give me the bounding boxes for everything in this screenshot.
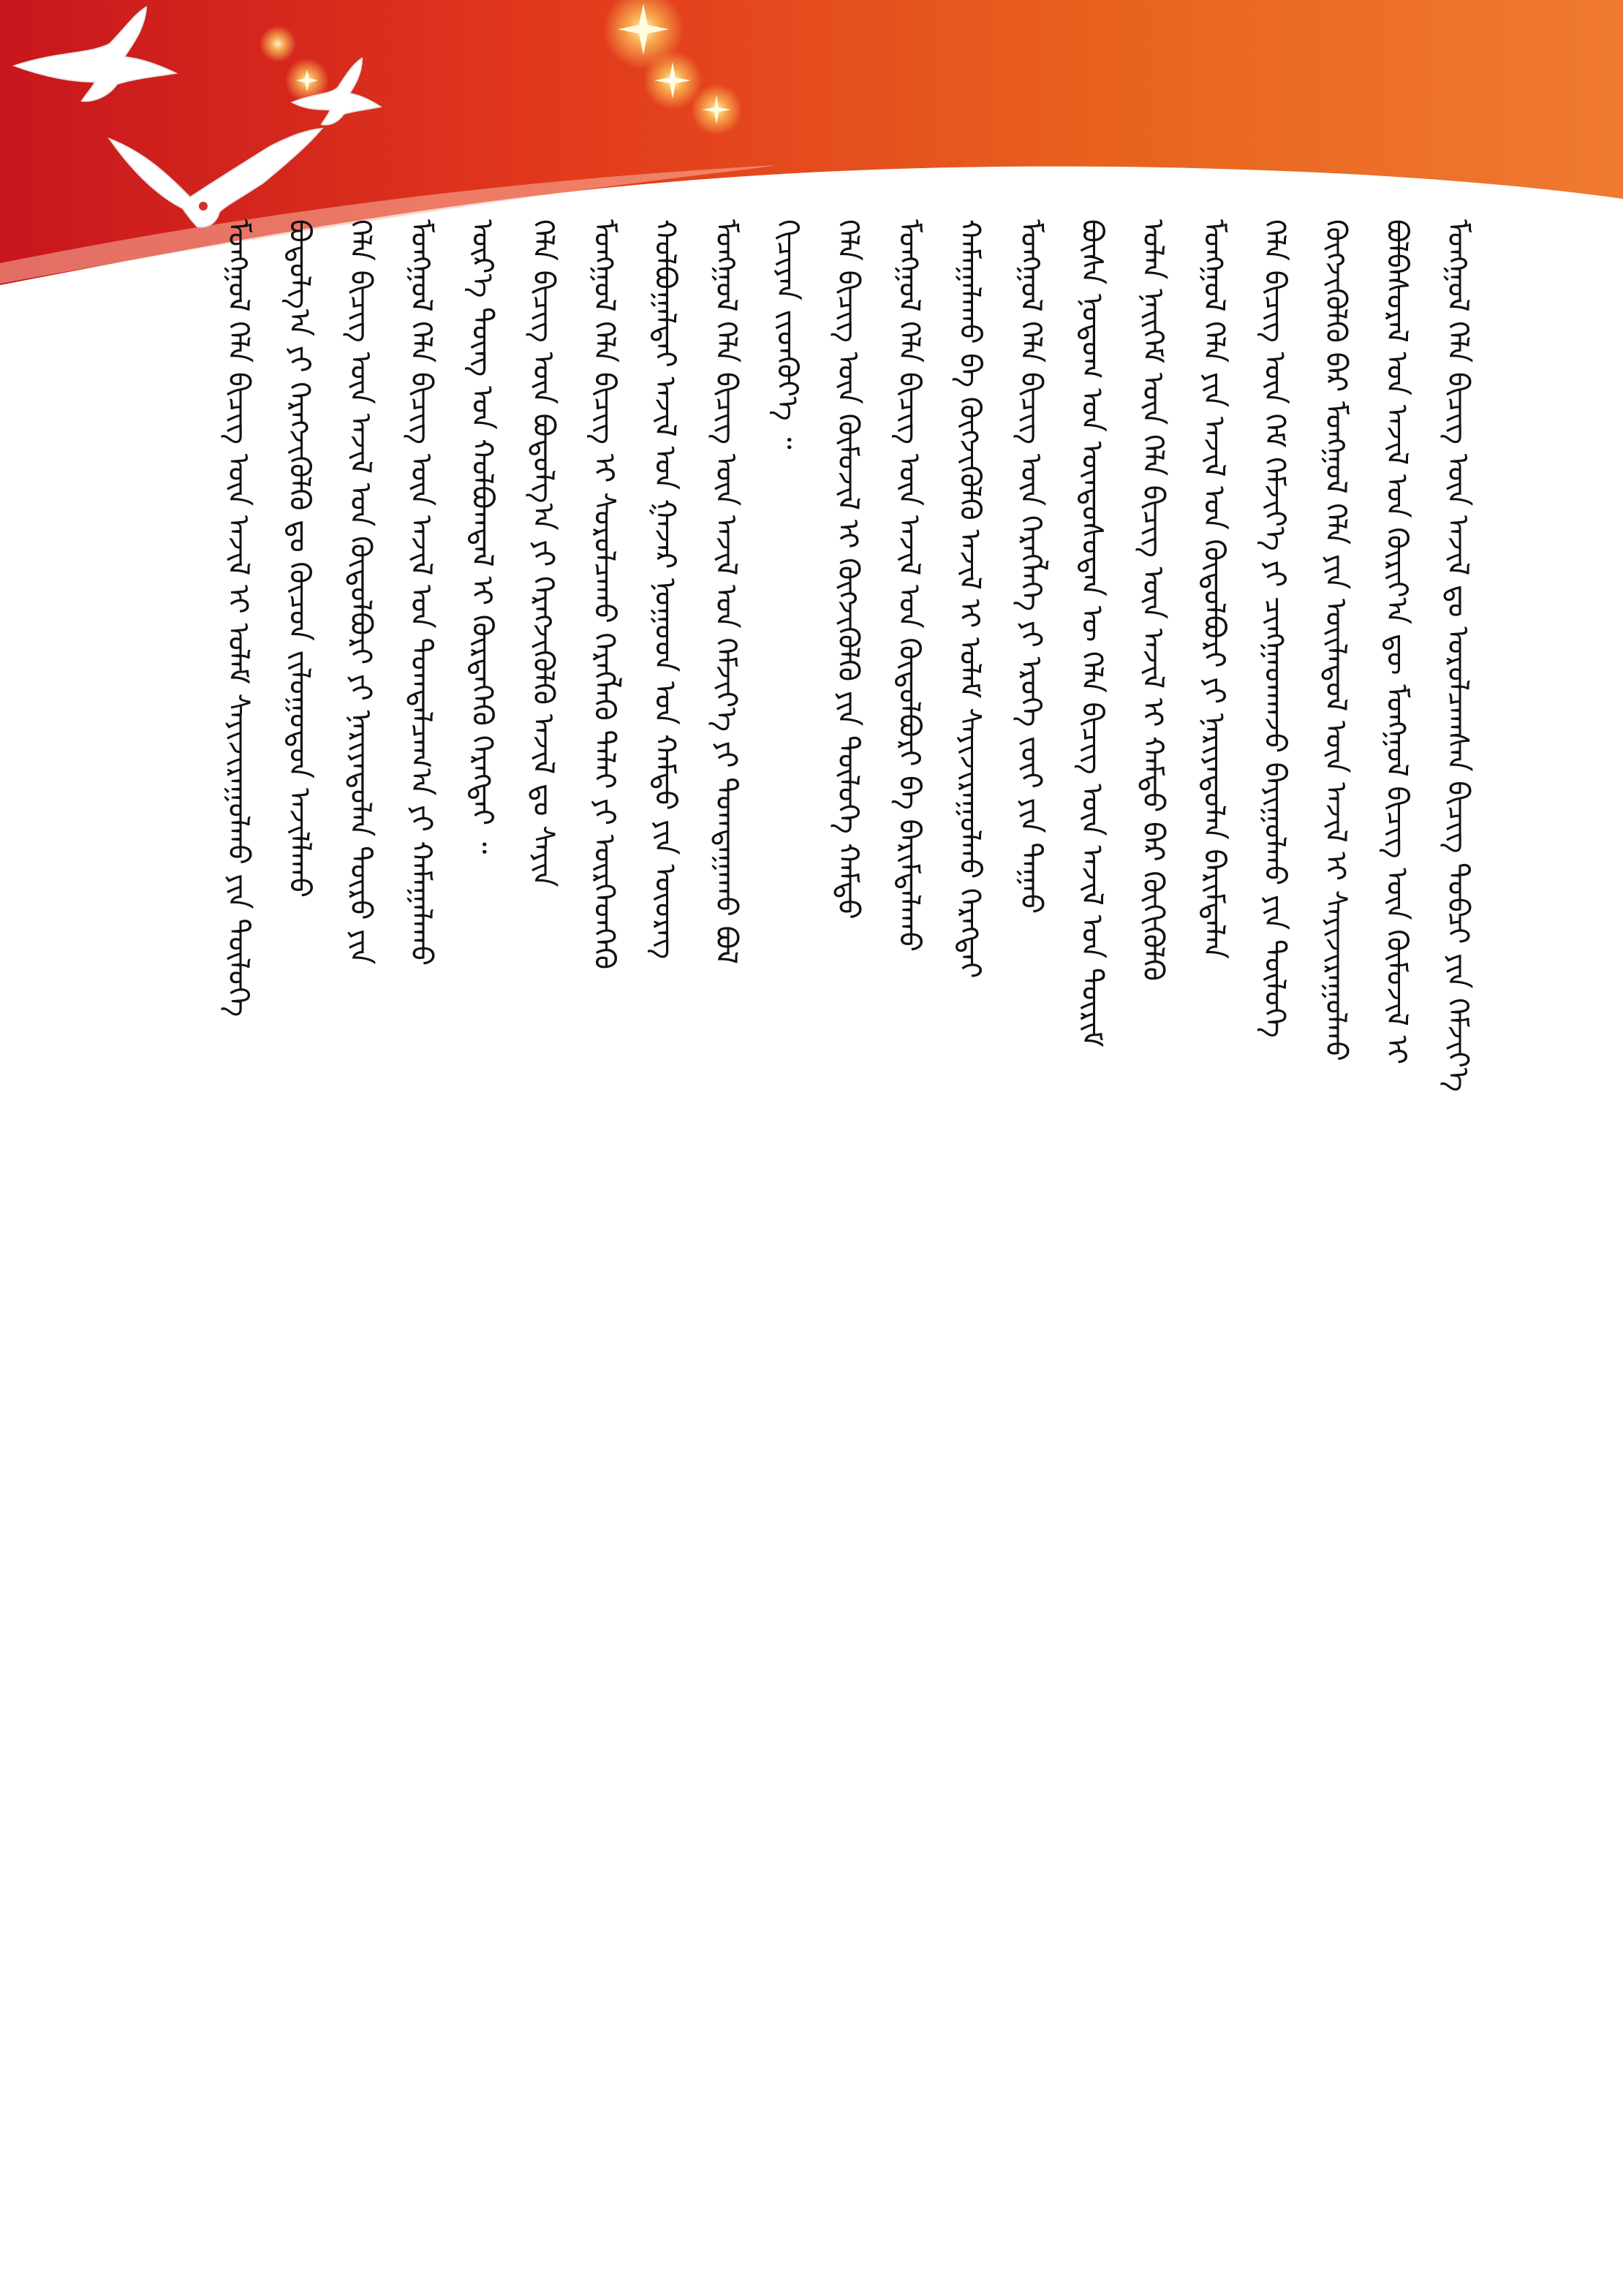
text-column: ᠪᠣᠯᠪᠠᠰᠤᠷᠠᠯ ᠤᠨ ᠠᠵᠢᠯ ᠤᠨ ᠬᠦᠷᠢᠶ᠎ᠡᠨ ᠳᠦ ᠮᠣᠩᠭᠣᠯ ᠪᠢᠴᠢᠭ ᠦᠨ ᠬᠦᠮᠦᠵᠢᠯ ᠢ <box>1380 219 1414 1065</box>
text-column: ᠬᠡᠯᠡ ᠪᠢᠴᠢᠭ ᠦᠨ ᠬᠦᠮᠦᠵᠢᠯ ᠢ ᠬᠥᠭᠵᠢᠭᠦᠯᠬᠦ ᠶᠢᠨ ᠲᠥᠯᠥᠭᠡ ᠬᠠᠮᠲᠤ <box>831 219 865 920</box>
text-column: ᠬᠡᠯᠡ ᠪᠢᠴᠢᠭ ᠦᠨ ᠬᠡᠮ ᠬᠡᠮᠵᠢᠶ᠎ᠡ ᠶᠢ ᠴᠢᠩᠭᠠᠳᠬᠠᠵᠤ ᠪᠠᠶᠢᠭᠤᠯᠬᠤ ᠶᠢᠨ ᠲᠥᠯᠥᠭᠡ <box>1257 219 1292 1038</box>
text-column: ᠮᠣᠩᠭᠣᠯ ᠬᠡᠯᠡ ᠪᠢᠴᠢᠭ ᠦᠨ ᠠᠵᠢᠯ ᠤᠨ ᠬᠥᠲᠥᠯᠪᠦᠷᠢ ᠪᠠ ᠪᠠᠷᠢᠮᠲᠠᠯᠠᠬᠤ <box>892 219 926 952</box>
text-column: ᠬᠣᠯᠪᠣᠭᠠᠯᠲᠠᠢ ᠠᠵᠢᠯ ᠤᠨ ᠭᠠᠵᠠᠷ ᠨᠤᠭᠤᠳ ᠤᠨ ᠬᠠᠮᠲᠤ ᠶᠢᠨ ᠦᠦᠷᠡᠭ <box>648 219 682 960</box>
text-column: ᠬᠡᠯᠡ ᠪᠢᠴᠢᠭ ᠦᠨ ᠠᠵᠢᠯ ᠤᠨ ᠬᠥᠲᠥᠯᠪᠦᠷᠢ ᠶᠢ ᠨᠡᠷᠢᠶᠡᠳᠦᠯᠡᠨ ᠲᠥᠷᠦ ᠶᠢᠨ <box>343 219 377 965</box>
text-column: ᠬᠡᠯᠡ ᠪᠢᠴᠢᠭ ᠦᠨ ᠪᠣᠳᠤᠯᠭ᠎ᠠ ᠶᠢ ᠬᠡᠷᠡᠭᠵᠢᠭᠦᠯᠬᠦ ᠠᠵᠢᠯ ᠳᠤ ᠰᠠᠶᠢᠨ <box>526 219 560 887</box>
text-column: ᠬᠢᠴᠢᠶᠡᠨ ᠵᠢᠳᠬᠦᠶ᠎ᠡ ᠃ <box>770 219 804 450</box>
text-column: ᠪᠣᠳᠤᠯᠭ᠎ᠠ ᠶᠢ ᠬᠡᠷᠡᠭᠵᠢᠭᠦᠯᠬᠦ ᠳᠤ ᠬᠦᠴᠦᠨ ᠵᠢᠯᠣᠭᠣᠳᠤᠨ ᠠᠵᠢᠯᠯᠠᠬᠤ <box>282 219 317 898</box>
text-column: ᠬᠠᠮᠠᠭᠠᠯᠠᠬᠤ ᠪᠠ ᠬᠥᠭᠵᠢᠭᠦᠯᠬᠦ ᠠᠵᠢᠯ ᠢ ᠤᠯᠠᠮ ᠰᠠᠶᠢᠵᠢᠷᠠᠭᠤᠯᠬᠤ ᠬᠡᠷᠡᠭᠲᠡᠢ <box>953 219 987 979</box>
text-column: ᠮᠣᠩᠭᠣᠯ ᠬᠡᠯᠡ ᠪᠢᠴᠢᠭ ᠦᠨ ᠬᠡᠷᠡᠭᠯᠡᠭᠡ ᠶᠢ ᠡᠷᠦᠬᠡ ᠵᠦᠢ ᠶᠢᠨ ᠳᠠᠭᠠᠤ <box>1014 219 1048 914</box>
text-column: ᠬᠥᠭᠵᠢᠭᠦᠯᠬᠦ ᠪᠠᠷ ᠮᠣᠩᠭᠣᠯ ᠬᠡᠯᠡ ᠶᠢᠨ ᠦᠢᠯᠡᠳᠦᠯ ᠦᠨ ᠠᠵᠢᠯ ᠢ ᠰᠠᠶᠢᠵᠢᠷᠠᠭᠤᠯᠬᠤ <box>1319 219 1353 1061</box>
text-column: ᠦᠷ᠎ᠡ ᠳᠦᠩ ᠤᠨ ᠬᠣᠯᠪᠣᠭᠳᠠᠯ ᠢ ᠬᠦᠷᠲᠡᠭᠡᠬᠦ ᠬᠡᠷᠡᠭᠲᠡᠢ ᠃ <box>465 219 499 855</box>
text-column: ᠮᠣᠩᠭᠣᠯ ᠬᠡᠯᠡ ᠪᠢᠴᠢᠭ ᠦᠨ ᠠᠵᠢᠯ ᠳᠤ ᠣᠷᠤᠯᠴᠠᠭᠰᠠᠨ ᠪᠢᠴᠢᠭ ᠲᠣᠪᠴᠢ ᠶᠢᠨ ᠬᠡᠮᠵᠢᠶ᠎ᠡ <box>1440 219 1475 1092</box>
text-column: ᠮᠣᠩᠭᠣᠯ ᠬᠡᠯᠡ ᠪᠢᠴᠢᠭ ᠦᠨ ᠠᠵᠢᠯ ᠤᠨ ᠲᠣᠭᠲᠠᠯᠴᠠᠭ᠎ᠠ ᠶᠢ ᠬᠠᠮᠠᠭᠠᠯᠠᠬᠤ <box>404 219 439 966</box>
text-column: ᠮᠣᠩᠭᠣᠯ ᠬᠡᠯᠡ ᠪᠢᠴᠢᠭ ᠢ ᠰᠤᠷᠤᠯᠴᠠᠬᠤ ᠬᠡᠷᠡᠭᠯᠡᠬᠦ ᠳᠠᠯᠠᠶ ᠶᠢ ᠥᠷᠭᠡᠳᠬᠡᠬᠦ <box>587 219 621 970</box>
text-column: ᠮᠣᠩᠭᠣᠯ ᠬᠡᠯᠡ ᠪᠢᠴᠢᠭ ᠦᠨ ᠠᠵᠢᠯ ᠢ ᠤᠯᠠᠮ ᠰᠠᠶᠢᠵᠢᠷᠠᠭᠤᠯᠬᠤ ᠶᠢᠨ ᠲᠥᠯᠥᠭᠡ <box>222 219 255 1018</box>
text-column: ᠪᠦᠰᠡ ᠨᠤᠲᠤᠭ ᠤᠨ ᠦᠨᠳᠦᠰᠦᠲᠡᠨ ᠦ ᠬᠡᠯᠡ ᠪᠢᠴᠢᠭ ᠦᠨ ᠠᠵᠢᠯ ᠤᠨ ᠳᠦᠷᠢᠮ <box>1075 219 1109 1047</box>
mongolian-text-body <box>219 219 1477 2178</box>
text-column: ᠮᠣᠩᠭᠣᠯ ᠬᠡᠯᠡ ᠪᠢᠴᠢᠭ ᠦᠨ ᠠᠵᠢᠯ ᠤᠨ ᠬᠡᠮᠵᠢᠶ᠎ᠡ ᠶᠢ ᠲᠣᠭᠲᠠᠭᠠᠬᠤ ᠪᠣᠯ <box>709 219 744 965</box>
text-column: ᠮᠣᠩᠭᠣᠯ ᠬᠡᠯᠡ ᠶᠢᠨ ᠠᠵᠢᠯ ᠤᠨ ᠬᠥᠲᠥᠯᠪᠦᠷᠢ ᠶᠢ ᠨᠡᠷᠢᠶᠡᠳᠦᠯᠡᠨ ᠪᠠᠷᠢᠮᠲᠠᠯᠠᠨ <box>1197 219 1231 959</box>
text-column: ᠣᠯᠠᠨ ᠨᠡᠢᠭᠡᠮ ᠦᠨ ᠬᠡᠯᠡ ᠪᠢᠴᠢᠭ ᠦᠨ ᠠᠵᠢᠯ ᠢ ᠬᠠᠮᠲᠤ ᠪᠡᠷ ᠬᠥᠬᠢᠭᠦᠯᠬᠦ <box>1135 219 1170 982</box>
